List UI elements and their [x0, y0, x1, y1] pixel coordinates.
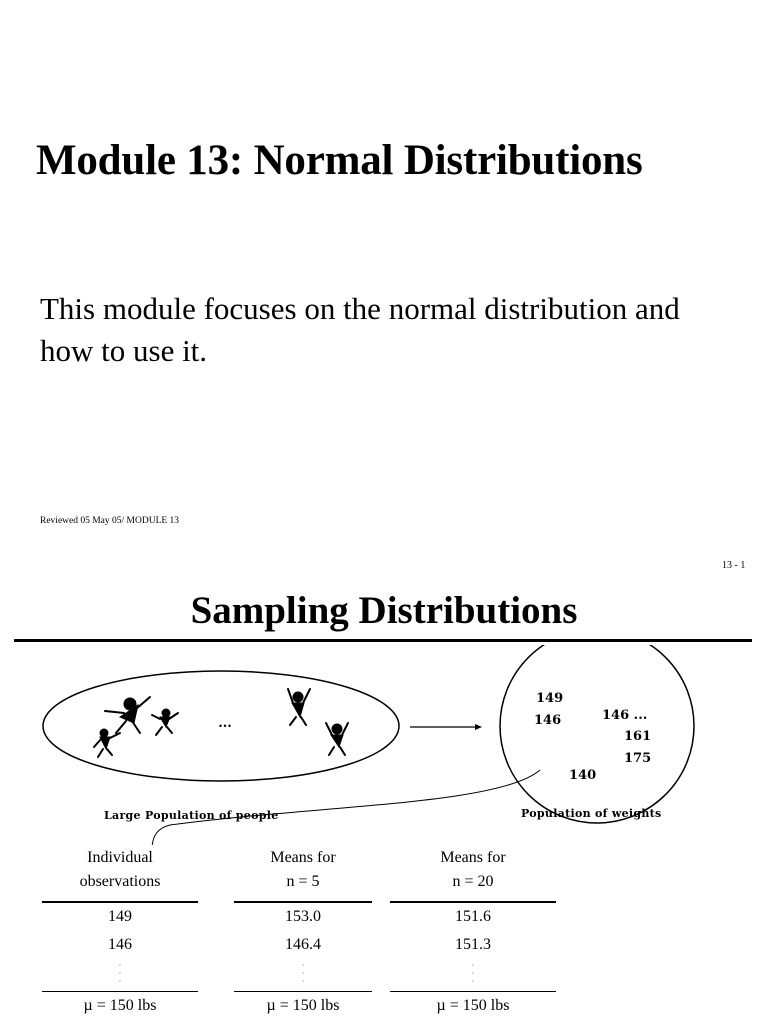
column-header-line1: Individual	[87, 849, 153, 866]
slide2-title-text: Sampling Distributions	[190, 589, 578, 632]
column-top-rule	[390, 901, 556, 903]
column-top-rule	[42, 901, 198, 903]
weight-value: 146 ...	[602, 708, 648, 723]
column-header-line2: observations	[79, 873, 161, 890]
weight-value: 175	[624, 751, 652, 766]
column-bottom-rule	[390, 991, 556, 993]
person-icon	[288, 689, 310, 725]
slide1-title: Module 13: Normal Distributions	[36, 137, 643, 184]
column-bottom-rule	[234, 991, 372, 993]
column-header-line1: Means for	[440, 849, 506, 866]
weight-value: 149	[536, 691, 564, 706]
arrow-right-icon	[475, 724, 482, 730]
table-cell: 146	[108, 935, 132, 953]
slide1-footer: Reviewed 05 May 05/ MODULE 13	[40, 516, 180, 526]
column-means-n5	[234, 846, 372, 1015]
column-mean: µ = 150 lbs	[266, 997, 340, 1014]
vertical-ellipsis: · · ·	[118, 960, 122, 986]
weights-label: Population of weights	[521, 807, 662, 820]
person-icon	[152, 709, 178, 735]
table-cell: 151.6	[455, 907, 491, 925]
weight-value: 146	[534, 713, 562, 728]
vertical-ellipsis: · · ·	[301, 960, 305, 986]
sampling-figure	[0, 645, 768, 845]
table-cell: 153.0	[285, 907, 321, 925]
column-header-line1: Means for	[270, 849, 336, 866]
column-individual	[42, 846, 198, 1015]
table-cell: 146.4	[285, 935, 321, 953]
slide1-body: This module focuses on the normal distribution and how to use it.	[40, 291, 680, 368]
population-ellipsis: ...	[218, 716, 232, 731]
person-icon	[326, 723, 348, 755]
weight-value: 140	[569, 768, 597, 783]
vertical-ellipsis: · · ·	[471, 960, 475, 986]
column-top-rule	[234, 901, 372, 903]
population-label: Large Population of people	[104, 809, 279, 822]
column-mean: µ = 150 lbs	[436, 997, 510, 1014]
column-means-n20	[390, 846, 556, 1015]
slide2-title	[0, 588, 768, 633]
person-icon	[105, 697, 150, 733]
column-header-line2: n = 5	[286, 873, 320, 890]
page-number: 13 - 1	[722, 560, 746, 571]
column-bottom-rule	[42, 991, 198, 993]
title-divider	[14, 639, 752, 642]
weights-circle	[500, 645, 694, 823]
weight-value: 161	[624, 729, 652, 744]
table-cell: 149	[108, 907, 132, 925]
table-cell: 151.3	[455, 935, 491, 953]
column-header-line2: n = 20	[452, 873, 494, 890]
column-mean: µ = 150 lbs	[83, 997, 157, 1014]
